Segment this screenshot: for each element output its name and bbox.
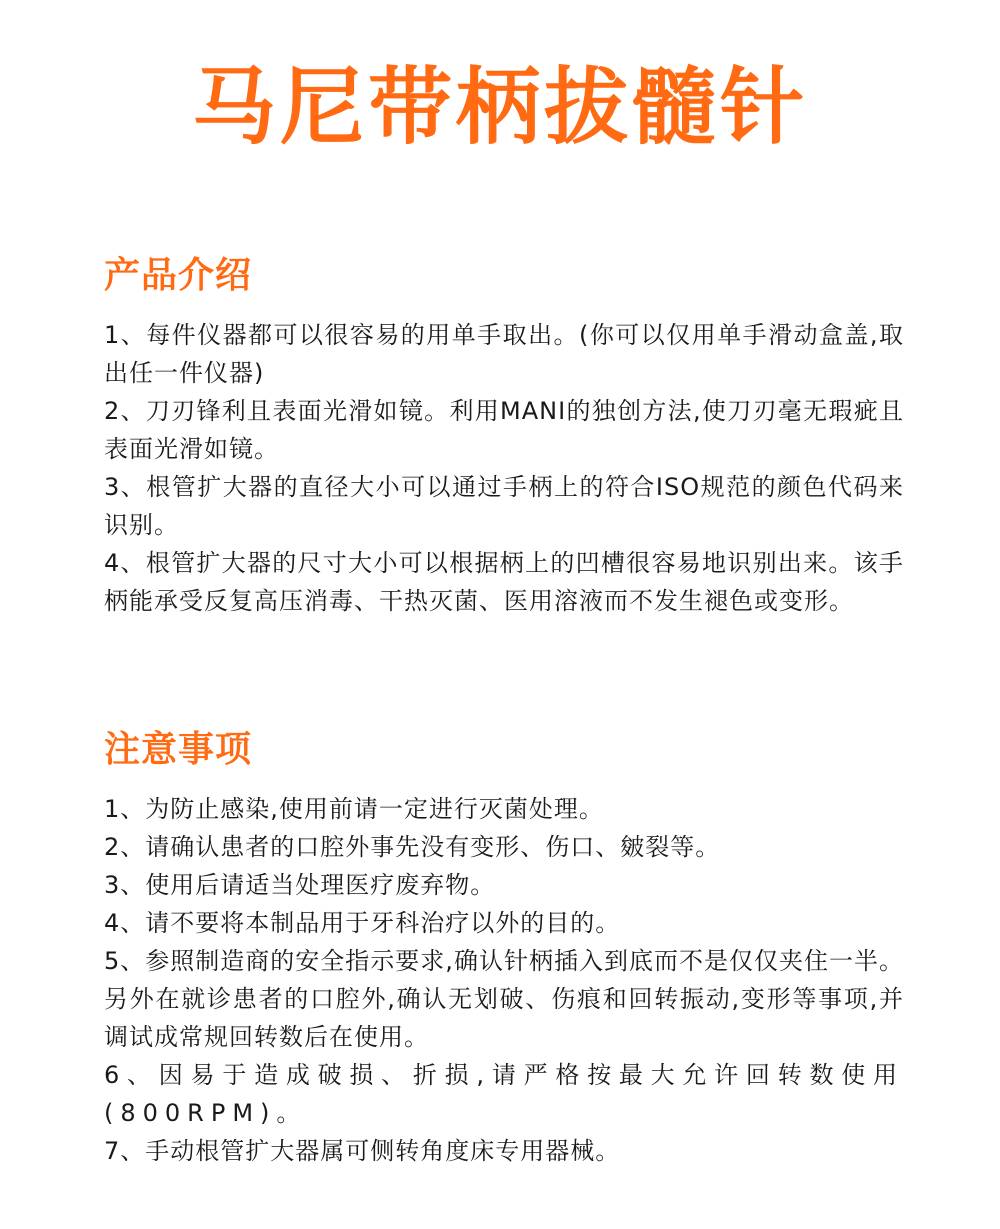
- product-intro-list: [104, 316, 904, 620]
- page-title: 马尼带柄拔髓针: [191, 58, 808, 156]
- product-intro-section: [104, 252, 904, 620]
- precautions-list: [104, 790, 904, 1170]
- intro-item-4: 4、根管扩大器的尺寸大小可以根据柄上的凹槽很容易地识别出来。该手柄能承受反复高压消毒、干热灭菌、医用溶液而不发生褪色或变形。: [104, 549, 904, 615]
- precautions-heading: 注意事项: [104, 729, 253, 770]
- note-item-1: 1、为防止感染,使用前请一定进行灭菌处理。: [104, 795, 604, 823]
- note-item-4: 4、请不要将本制品用于牙科治疗以外的目的。: [104, 909, 621, 937]
- note-item-2: 2、请确认患者的口腔外事先没有变形、伤口、皴裂等。: [104, 833, 721, 861]
- precautions-section: [104, 726, 904, 1170]
- product-intro-heading: 产品介绍: [104, 255, 253, 296]
- note-item-7: 7、手动根管扩大器属可侧转角度床专用器械。: [104, 1137, 621, 1165]
- intro-item-2: 2、刀刃锋利且表面光滑如镜。利用MANI的独创方法,使刀刃毫无瑕疵且表面光滑如镜。: [104, 397, 904, 463]
- note-item-5: 5、参照制造商的安全指示要求,确认针柄插入到底而不是仅仅夹住一半。另外在就诊患者的口腔外,确认无划破、伤痕和回转振动,变形等事项,并调试成常规回转数后在使用。: [104, 947, 904, 1051]
- note-item-6: 6、因易于造成破损、折损,请严格按最大允许回转数使用(800RPM)。: [104, 1061, 904, 1127]
- intro-item-3: 3、根管扩大器的直径大小可以通过手柄上的符合ISO规范的颜色代码来识别。: [104, 473, 904, 539]
- note-item-3: 3、使用后请适当处理医疗废弃物。: [104, 871, 496, 899]
- intro-item-1: 1、每件仪器都可以很容易的用单手取出。(你可以仅用单手滑动盒盖,取出任一件仪器): [104, 321, 904, 387]
